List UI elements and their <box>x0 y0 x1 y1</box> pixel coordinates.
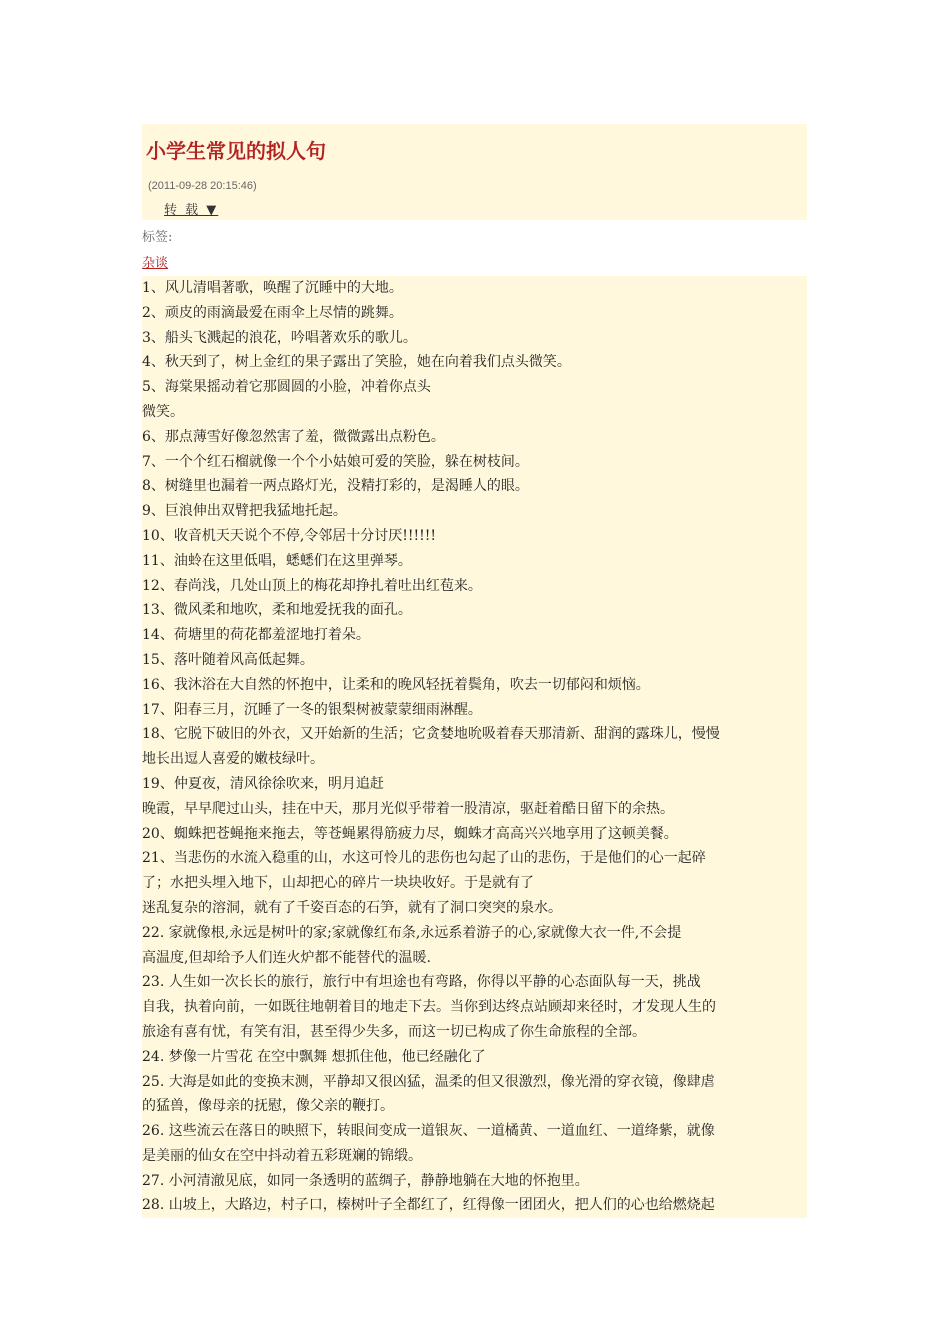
text-line: 21、当悲伤的水流入稳重的山，水这可怜儿的悲伤也勾起了山的悲伤，于是他们的心一起碎 <box>142 850 706 867</box>
text-line: 5、海棠果摇动着它那圆圆的小脸，冲着你点头 <box>142 379 431 396</box>
repost-button[interactable]: 转 载 ▼ <box>164 203 219 218</box>
text-line: 13、微风柔和地吹，柔和地爱抚我的面孔。 <box>142 602 412 619</box>
text-line: 27. 小河清澈见底，如同一条透明的蓝绸子，静静地躺在大地的怀抱里。 <box>142 1172 589 1189</box>
article-title: 小学生常见的拟人句 <box>146 141 326 163</box>
text-line: 9、巨浪伸出双臂把我猛地托起。 <box>142 503 347 520</box>
text-line: 地长出逗人喜爱的嫩枝绿叶。 <box>142 751 324 768</box>
article-body <box>142 276 807 1218</box>
text-line: 1、风儿清唱著歌，唤醒了沉睡中的大地。 <box>142 280 403 296</box>
text-line: 15、落叶随着风高低起舞。 <box>142 651 314 668</box>
text-line: 自我，执着向前，一如既往地朝着目的地走下去。当你到达终点站顾却来径时，才发现人生的 <box>142 999 716 1016</box>
text-line: 的猛兽，像母亲的抚慰，像父亲的鞭打。 <box>142 1098 394 1115</box>
text-line: 7、一个个红石榴就像一个个小姑娘可爱的笑脸，躲在树枝间。 <box>142 453 529 470</box>
text-line: 22. 家就像根,永远是树叶的家;家就像红布条,永远系着游子的心,家就像大衣一件,不会提 <box>142 924 682 941</box>
text-line: 6、那点薄雪好像忽然害了羞，微微露出点粉色。 <box>142 428 445 445</box>
text-line: 28. 山坡上，大路边，村子口，榛树叶子全都红了，红得像一团团火，把人们的心也给燃烧起 <box>142 1197 715 1214</box>
text-line: 23. 人生如一次长长的旅行，旅行中有坦途也有弯路，你得以平静的心态面队每一天，挑战 <box>142 974 701 991</box>
article <box>142 124 807 1218</box>
text-line: 8、树缝里也漏着一两点路灯光，没精打彩的，是渴睡人的眼。 <box>142 478 529 495</box>
text-line: 18、它脱下破旧的外衣，又开始新的生活；它贪婪地吮吸着春天那清新、甜润的露珠儿，慢慢 <box>142 726 720 743</box>
text-line: 14、荷塘里的荷花都羞涩地打着朵。 <box>142 627 370 644</box>
text-line: 了；水把头埋入地下，山却把心的碎片一块块收好。于是就有了 <box>142 875 534 892</box>
tag-link[interactable]: 杂谈 <box>142 256 169 271</box>
text-line: 16、我沐浴在大自然的怀抱中，让柔和的晚风轻抚着鬓角，吹去一切郁闷和烦恼。 <box>142 676 650 693</box>
text-line: 10、收音机天天说个不停,令邻居十分讨厌!!!!!! <box>142 527 437 544</box>
text-line: 微笑。 <box>142 403 184 420</box>
text-line: 旅途有喜有忧，有笑有泪，甚至得少失多，而这一切已构成了你生命旅程的全部。 <box>142 1023 646 1040</box>
text-line: 是美丽的仙女在空中抖动着五彩斑斓的锦缎。 <box>142 1147 422 1164</box>
text-line: 20、蜘蛛把苍蝇拖来拖去，等苍蝇累得筋疲力尽，蜘蛛才高高兴兴地享用了这顿美餐。 <box>142 825 678 842</box>
text-line: 晚霞，早早爬过山头，挂在中天，那月光似乎带着一股清凉，驱赶着酷日留下的余热。 <box>142 800 674 817</box>
text-line: 12、春尚浅，几处山顶上的梅花却挣扎着吐出红苞来。 <box>142 577 482 594</box>
text-line: 26. 这些流云在落日的映照下，转眼间变成一道银灰、一道橘黄、一道血红、一道绛紫，就像 <box>142 1123 715 1140</box>
text-line: 高温度,但却给予人们连火炉都不能替代的温暖. <box>142 949 431 966</box>
text-line: 迷乱复杂的溶洞，就有了千姿百态的石笋，就有了洞口突突的泉水。 <box>142 899 562 916</box>
article-header <box>142 124 807 220</box>
text-line: 4、秋天到了，树上金红的果子露出了笑脸，她在向着我们点头微笑。 <box>142 354 571 371</box>
text-line: 24. 梦像一片雪花 在空中飘舞 想抓住他，他已经融化了 <box>142 1048 486 1065</box>
text-line: 17、阳春三月，沉睡了一冬的银梨树被蒙蒙细雨淋醒。 <box>142 701 482 718</box>
text-line: 2、顽皮的雨滴最爱在雨伞上尽情的跳舞。 <box>142 304 403 321</box>
text-line: 3、船头飞溅起的浪花，吟唱著欢乐的歌儿。 <box>142 329 417 346</box>
tags-label: 标签: <box>142 230 173 245</box>
text-line: 19、仲夏夜，清风徐徐吹来，明月追赶 <box>142 775 384 792</box>
text-line: 25. 大海是如此的变换末测，平静却又很凶猛，温柔的但又很激烈，像光滑的穿衣镜，像肆虐 <box>142 1073 715 1090</box>
text-line: 11、油蛉在这里低唱，蟋蟋们在这里弹琴。 <box>142 552 412 569</box>
article-timestamp: (2011-09-28 20:15:46) <box>148 180 257 192</box>
